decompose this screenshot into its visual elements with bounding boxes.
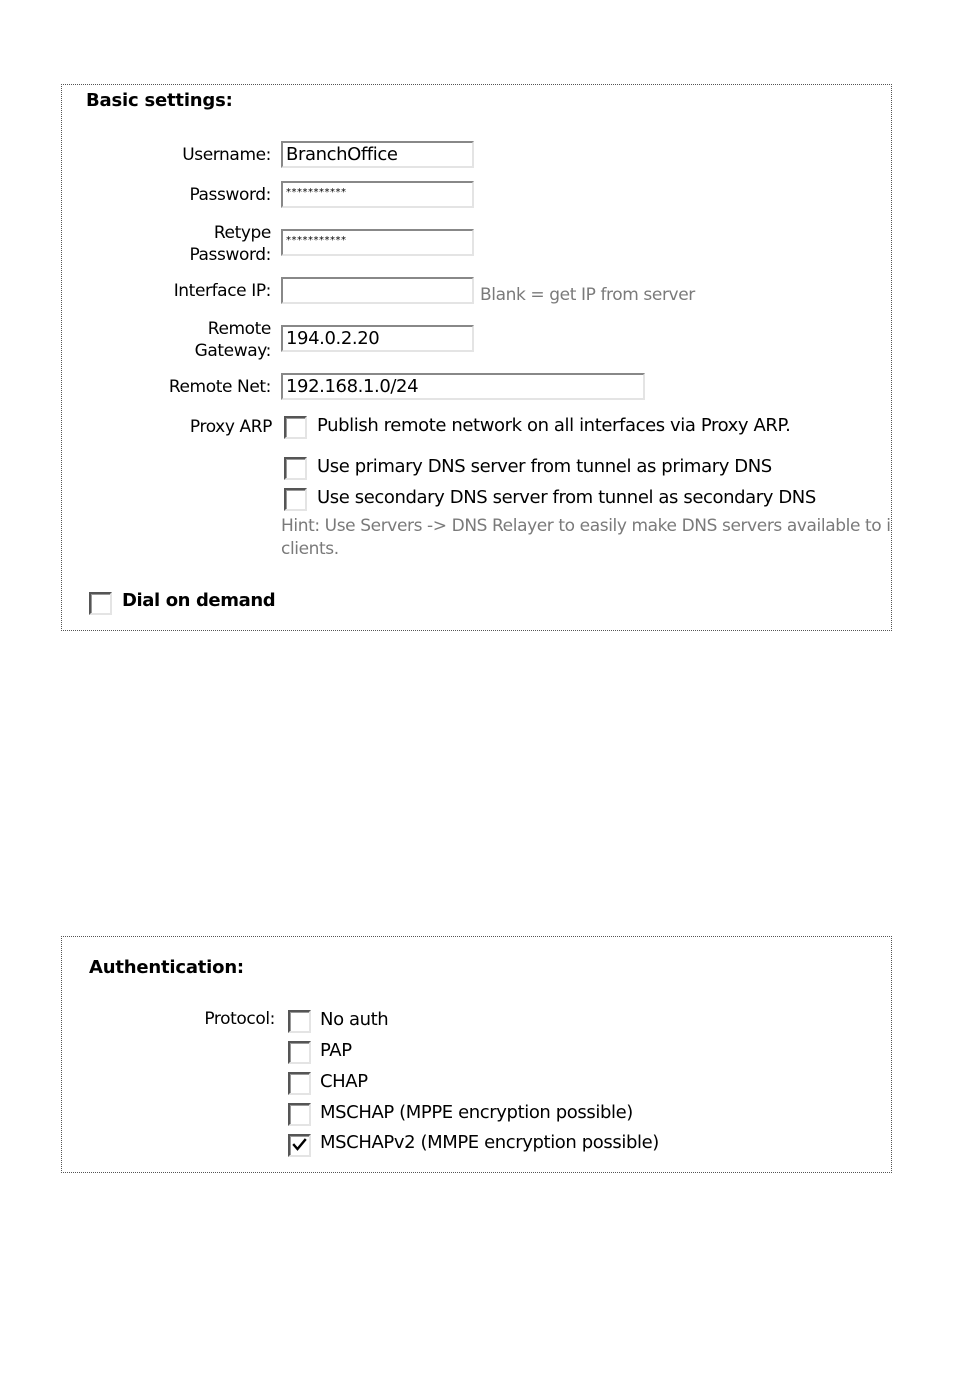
secondary-dns-text: Use secondary DNS server from tunnel as secondary DNS bbox=[317, 487, 816, 508]
protocol-chap-label: CHAP bbox=[320, 1071, 368, 1092]
remote-gateway-label-line1: Remote bbox=[207, 319, 271, 339]
retype-password-label-line1: Retype bbox=[213, 223, 271, 243]
password-label: Password: bbox=[189, 185, 271, 205]
protocol-mschap-checkbox[interactable] bbox=[288, 1103, 311, 1126]
protocol-no-auth-label: No auth bbox=[320, 1009, 389, 1030]
interface-ip-hint: Blank = get IP from server bbox=[480, 285, 695, 305]
interface-ip-field[interactable] bbox=[281, 277, 474, 304]
proxy-arp-text: Publish remote network on all interfaces via Proxy ARP. bbox=[317, 415, 791, 436]
username-label: Username: bbox=[182, 145, 271, 165]
secondary-dns-checkbox[interactable] bbox=[284, 488, 307, 511]
protocol-label: Protocol: bbox=[204, 1009, 275, 1029]
protocol-no-auth-checkbox[interactable] bbox=[288, 1010, 311, 1033]
remote-gateway-field[interactable]: 194.0.2.20 bbox=[281, 325, 474, 352]
protocol-mschap-label: MSCHAP (MPPE encryption possible) bbox=[320, 1102, 633, 1123]
primary-dns-checkbox[interactable] bbox=[284, 457, 307, 480]
protocol-pap-checkbox[interactable] bbox=[288, 1041, 311, 1064]
retype-password-label-line2: Password: bbox=[189, 245, 271, 265]
basic-settings-panel bbox=[61, 84, 892, 631]
dial-on-demand-checkbox[interactable] bbox=[89, 592, 112, 615]
retype-password-field[interactable]: *********** bbox=[281, 229, 474, 256]
dns-relayer-hint-line1: Hint: Use Servers -> DNS Relayer to easily make DNS servers available to i bbox=[281, 516, 891, 536]
protocol-mschapv2-checkbox[interactable] bbox=[288, 1134, 311, 1157]
dial-on-demand-label: Dial on demand bbox=[122, 590, 276, 611]
proxy-arp-label: Proxy ARP bbox=[189, 417, 272, 437]
proxy-arp-checkbox[interactable] bbox=[284, 416, 307, 439]
dns-relayer-hint-line2: clients. bbox=[281, 539, 339, 559]
authentication-panel bbox=[61, 936, 892, 1173]
protocol-chap-checkbox[interactable] bbox=[288, 1072, 311, 1095]
checkmark-icon bbox=[292, 1138, 307, 1153]
protocol-mschapv2-label: MSCHAPv2 (MMPE encryption possible) bbox=[320, 1132, 659, 1153]
password-field[interactable]: *********** bbox=[281, 181, 474, 208]
remote-net-field[interactable]: 192.168.1.0/24 bbox=[281, 373, 645, 400]
basic-settings-heading: Basic settings: bbox=[86, 90, 233, 111]
interface-ip-label: Interface IP: bbox=[173, 281, 271, 301]
primary-dns-text: Use primary DNS server from tunnel as primary DNS bbox=[317, 456, 772, 477]
username-field[interactable]: BranchOffice bbox=[281, 141, 474, 168]
remote-net-label: Remote Net: bbox=[168, 377, 271, 397]
protocol-pap-label: PAP bbox=[320, 1040, 352, 1061]
authentication-heading: Authentication: bbox=[89, 957, 244, 978]
remote-gateway-label-line2: Gateway: bbox=[194, 341, 271, 361]
